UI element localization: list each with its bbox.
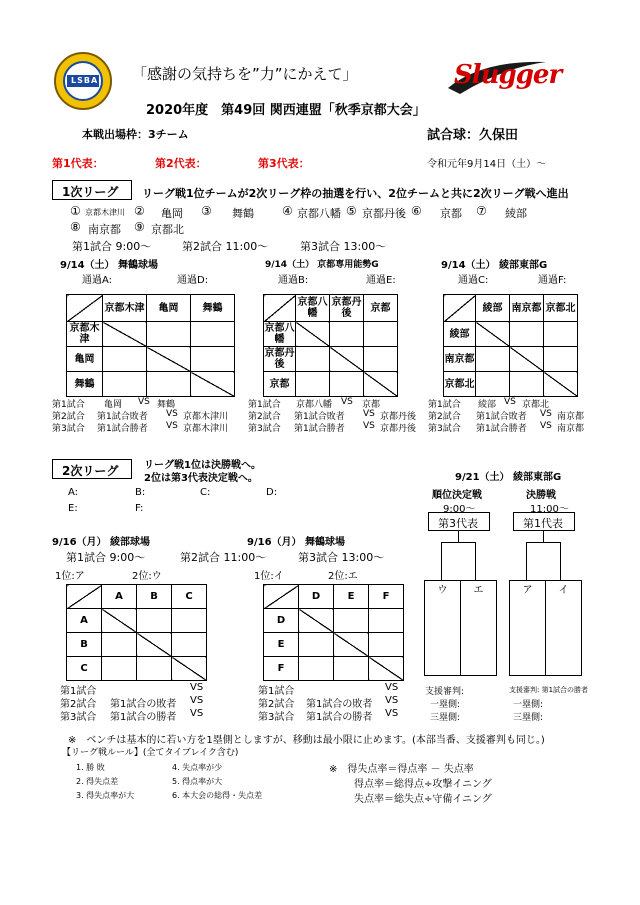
league2-desc1: リーグ戦1位は決勝戦へ。 xyxy=(144,460,261,471)
l2-group1-second: 2位:ウ xyxy=(132,571,162,582)
group3-venue: 9/14（土） 綾部東部G xyxy=(441,260,548,271)
group2-adv-b: 通過E: xyxy=(366,275,396,286)
rep3-label: 第3代表： xyxy=(258,157,310,170)
league1-time-2: 第2試合 11:00～ xyxy=(182,240,269,253)
support-umpire-1: 支援審判: xyxy=(425,687,465,697)
final-title: 決勝戦 xyxy=(526,490,556,501)
third-place-time: 9:00～ xyxy=(443,504,476,515)
league1-time-3: 第3試合 13:00～ xyxy=(300,240,387,253)
official-ball: 試合球：久保田 xyxy=(427,128,519,143)
start-date: 令和元年9月14日（土）～ xyxy=(427,159,547,170)
final-time: 11:00～ xyxy=(530,504,569,515)
formula-2: 得点率＝総得点÷攻撃イニング xyxy=(354,779,492,790)
league2-label: 2次リーグ xyxy=(62,464,119,478)
slogan: 「感謝の気持ちを”力”にかえて」 xyxy=(132,65,358,83)
league2-desc2: 2位は第3代表決定戦へ。 xyxy=(144,473,258,484)
rule-title: 【リーグ戦ルール】(全てタイブレイク含む) xyxy=(62,748,239,758)
bench-note: ※ ベンチは基本的に若い方を1塁側としますが、移動は最小限に止めます。(本部当番、支援審判も同じ。) xyxy=(68,735,545,746)
group3-table: 綾部 南京都 京都北 綾部 南京都 京都北 xyxy=(443,294,578,397)
group3-adv-b: 通過F: xyxy=(538,275,567,286)
finals-venue: 9/21（土） 綾部東部G xyxy=(455,472,562,483)
base3-1: 三塁側: xyxy=(430,713,461,723)
rep2-label: 第2代表： xyxy=(155,157,207,170)
logo-text: LSBA xyxy=(71,76,99,85)
l2-group2-first: 1位:イ xyxy=(254,571,284,582)
l2-group2-venue: 9/16（月） 舞鶴球場 xyxy=(247,537,346,548)
third-entrants: ウ エ xyxy=(424,580,497,676)
final-winner-label: 第1代表 xyxy=(523,517,563,530)
rep1-label: 第1代表： xyxy=(52,157,104,170)
group1-adv-b: 通過D: xyxy=(177,275,209,286)
group1-adv-a: 通過A: xyxy=(82,275,113,286)
slugger-logo xyxy=(442,54,562,98)
l2-group1-table: A B C A B C xyxy=(66,584,207,681)
group1-venue: 9/14（土） 舞鶴球場 xyxy=(60,260,159,271)
third-winner-label: 第3代表 xyxy=(438,517,478,530)
league1-label: 1次リーグ xyxy=(62,185,119,199)
league-logo xyxy=(53,51,113,111)
league1-time-1: 第1試合 9:00～ xyxy=(72,240,152,253)
third-place-title: 順位決定戦 xyxy=(432,490,482,501)
group1-table: 京都木津 亀岡 舞鶴 京都木津 亀岡 舞鶴 xyxy=(66,294,235,397)
slots-info: 本戦出場枠：3チーム xyxy=(82,128,189,141)
group3-adv-a: 通過C: xyxy=(458,275,489,286)
l2-time-3: 第3試合 13:00～ xyxy=(298,551,385,564)
group2-table: 京都八幡 京都丹後 京都 京都八幡 京都丹後 京都 xyxy=(263,294,398,397)
group2-venue: 9/14（土） 京都専用能勢G xyxy=(265,260,379,270)
l2-group1-venue: 9/16（月） 綾部球場 xyxy=(52,537,151,548)
base1-1: 一塁側: xyxy=(430,700,461,710)
base1-2: 一塁側: xyxy=(513,700,544,710)
formula-1: ※ 得失点率＝得点率 － 失点率 xyxy=(329,764,474,775)
l2-group2-second: 2位:エ xyxy=(328,571,358,582)
l2-group1-first: 1位:ア xyxy=(55,571,85,582)
group2-adv-a: 通過B: xyxy=(278,275,309,286)
base3-2: 三塁側: xyxy=(513,713,544,723)
l2-time-1: 第1試合 9:00～ xyxy=(66,551,146,564)
formula-3: 失点率＝総失点÷守備イニング xyxy=(354,794,492,805)
final-entrants: ア イ xyxy=(509,580,582,676)
l2-time-2: 第2試合 11:00～ xyxy=(180,551,267,564)
support-umpire-2: 支援審判: 第1試合の勝者 xyxy=(509,686,589,694)
brand-text: Slugger xyxy=(454,60,562,90)
league1-desc: リーグ戦1位チームが2次リーグ枠の抽選を行い、2位チームと共に2次リーグ戦へ進出 xyxy=(142,187,569,200)
l2-group2-table: D E F D E F xyxy=(263,584,404,681)
tournament-title: 2020年度 第49回 関西連盟「秋季京都大会」 xyxy=(146,103,426,118)
